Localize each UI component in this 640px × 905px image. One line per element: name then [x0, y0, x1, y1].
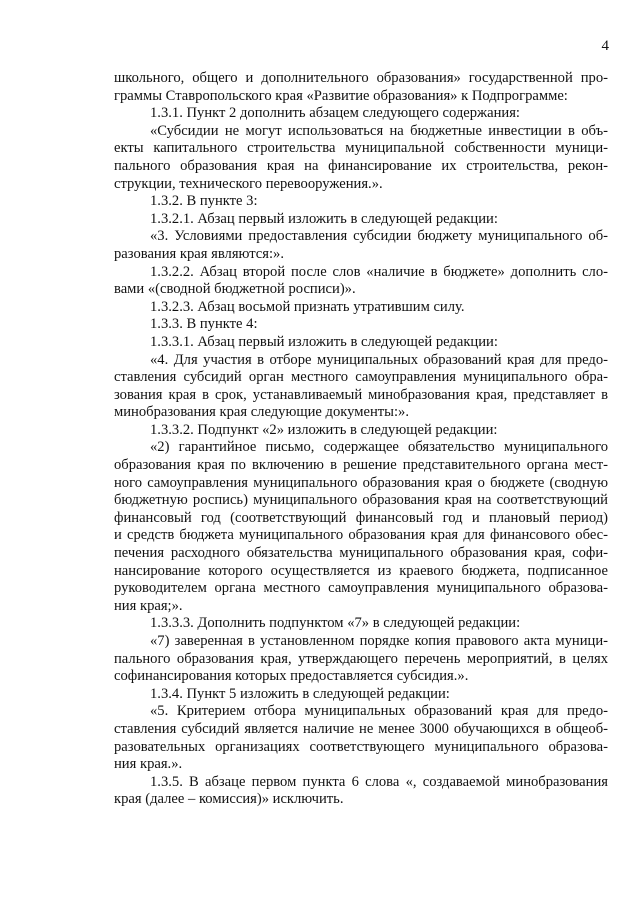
- text-line: 1.3.2. В пункте 3:: [150, 193, 258, 210]
- text-line: минобразования края следующие документы:».: [114, 404, 409, 421]
- text-line: 1.3.3.3. Дополнить подпунктом «7» в следующей редакции:: [150, 615, 521, 632]
- text-line: граммы Ставропольского края «Развитие образования» к Подпрограмме:: [114, 87, 568, 104]
- text-line: 1.3.3. В пункте 4:: [150, 316, 258, 333]
- text-line: образования края по включению в решение представительного органа мест-: [114, 457, 608, 474]
- text-line: екты капитального строительства муниципальной собственности муници-: [114, 140, 608, 157]
- text-line: 1.3.3.1. Абзац первый изложить в следующей редакции:: [150, 333, 498, 350]
- text-line: 1.3.2.3. Абзац восьмой признать утратившим силу.: [150, 298, 465, 315]
- text-line: разования края являются:».: [114, 245, 284, 262]
- text-line: ставления субсидий является наличие не менее 3000 обучающихся в общеоб-: [114, 720, 608, 737]
- text-line: и средств бюджета муниципального образования края для финансового обес-: [114, 527, 608, 544]
- text-line: пального образования края на финансирование их строительства, рекон-: [114, 157, 608, 174]
- text-line: нансирование которого осуществляется из краевого бюджета, подписанное: [114, 562, 608, 579]
- text-line: «4. Для участия в отборе муниципальных образований края для предо-: [150, 351, 608, 368]
- text-line: края (далее – комиссия)» исключить.: [114, 791, 344, 808]
- text-line: пального образования края, утверждающего перечень мероприятий, в целях: [114, 650, 608, 667]
- text-line: 1.3.1. Пункт 2 дополнить абзацем следующего содержания:: [150, 105, 520, 122]
- text-line: 1.3.5. В абзаце первом пункта 6 слова «, создаваемой минобразования: [150, 773, 608, 790]
- text-line: финансовый год (соответствующий финансовый год и плановый период): [114, 509, 608, 526]
- text-line: вами «(сводной бюджетной росписи)».: [114, 281, 356, 298]
- text-line: печения расходного обязательства муниципального образования края, софи-: [114, 545, 608, 562]
- text-line: «7) заверенная в установленном порядке копия правового акта муници-: [150, 633, 608, 649]
- document-body: [114, 70, 608, 809]
- text-line: ния края;».: [114, 597, 183, 614]
- text-line: зования края в срок, устанавливаемый минобразования края, представляет в: [114, 386, 608, 403]
- text-line: софинансирования которых предоставляется субсидия.».: [114, 668, 469, 685]
- text-line: разовательных организациях соответствующего муниципального образова-: [114, 738, 608, 755]
- text-line: ного самоуправления муниципального образования края о бюджете (сводную: [114, 474, 608, 491]
- text-line: 1.3.4. Пункт 5 изложить в следующей редакции:: [150, 685, 450, 702]
- text-line: «2) гарантийное письмо, содержащее обязательство муниципального: [150, 439, 608, 456]
- text-line: «5. Критерием отбора муниципальных образований края для предо-: [150, 703, 608, 720]
- text-line: ставления субсидий орган местного самоуправления муниципального обра-: [114, 369, 608, 386]
- text-line: «3. Условиями предоставления субсидии бюджету муниципального об-: [150, 228, 608, 245]
- text-line: струкции, технического перевооружения.».: [114, 175, 383, 192]
- page-number: 4: [601, 38, 609, 54]
- text-line: ния края.».: [114, 756, 183, 773]
- text-line: школьного, общего и дополнительного образования» государственной про-: [114, 70, 608, 86]
- text-line: 1.3.3.2. Подпункт «2» изложить в следующей редакции:: [150, 421, 498, 438]
- text-line: руководителем органа местного самоуправления муниципального образова-: [114, 580, 608, 597]
- text-line: «Субсидии не могут использоваться на бюджетные инвестиции в объ-: [150, 122, 608, 139]
- text-line: бюджетную роспись) муниципального образования края на соответствующий: [114, 492, 608, 509]
- text-line: 1.3.2.2. Абзац второй после слов «наличие в бюджете» дополнить сло-: [150, 263, 608, 280]
- text-line: 1.3.2.1. Абзац первый изложить в следующей редакции:: [150, 210, 498, 227]
